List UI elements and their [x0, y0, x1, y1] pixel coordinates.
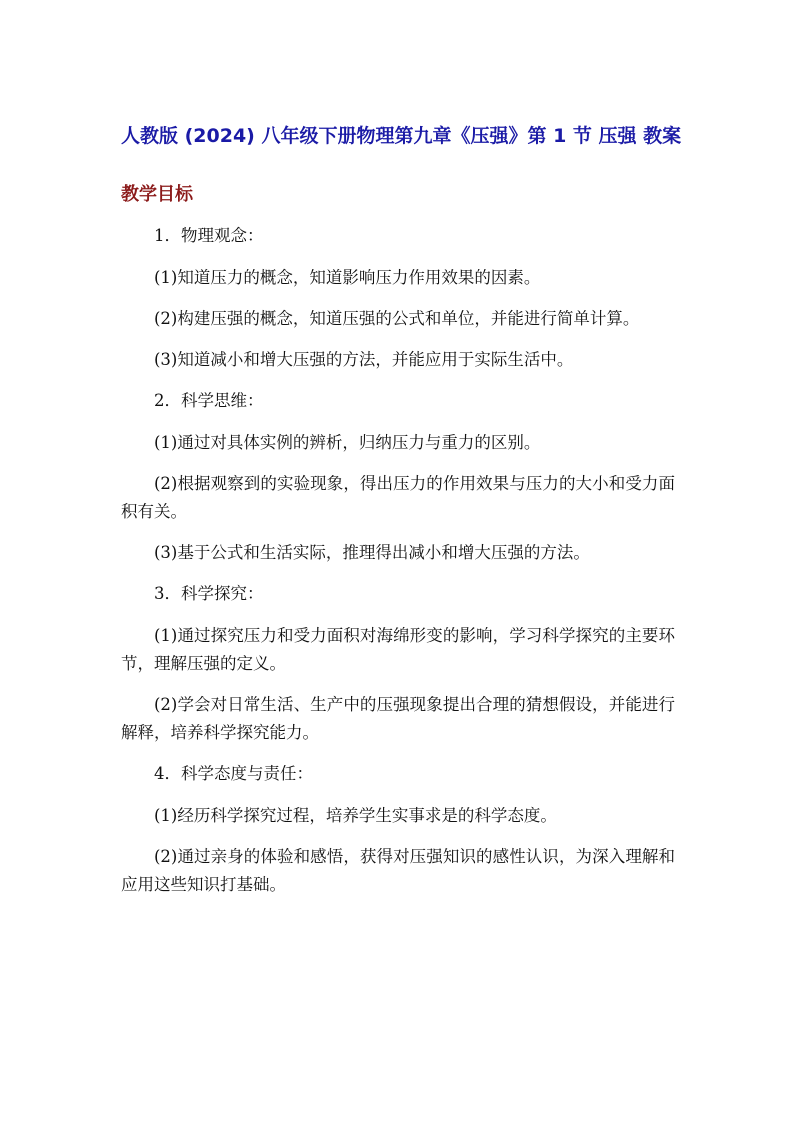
goal-category-attitude-responsibility: 4．科学态度与责任：: [154, 764, 313, 783]
document-title: 人教版 (2024) 八年级下册物理第九章《压强》第 1 节 压强 教案: [121, 125, 682, 147]
goal-item: (1)知道压力的概念，知道影响压力作用效果的因素。: [154, 268, 541, 287]
goal-category-physics-concept: 1．物理观念：: [154, 226, 264, 245]
goal-category-scientific-thinking: 2．科学思维：: [154, 391, 264, 410]
document-body: [121, 222, 675, 912]
goal-item: (1)通过探究压力和受力面积对海绵形变的影响，学习科学探究的主要环节，理解压强的定义。: [121, 626, 675, 673]
goal-item: (1)经历科学探究过程，培养学生实事求是的科学态度。: [154, 806, 557, 825]
goal-category-scientific-inquiry: 3．科学探究：: [154, 584, 264, 603]
goal-item: (1)通过对具体实例的辨析，归纳压力与重力的区别。: [154, 433, 541, 452]
goal-item: (3)基于公式和生活实际，推理得出减小和增大压强的方法。: [154, 543, 590, 562]
goal-item: (3)知道减小和增大压强的方法，并能应用于实际生活中。: [154, 350, 574, 369]
goal-item: (2)根据观察到的实验现象，得出压力的作用效果与压力的大小和受力面积有关。: [121, 474, 675, 521]
section-heading-teaching-goals: 教学目标: [121, 184, 193, 205]
goal-item: (2)构建压强的概念，知道压强的公式和单位，并能进行简单计算。: [154, 309, 640, 328]
goal-item: (2)学会对日常生活、生产中的压强现象提出合理的猜想假设，并能进行解释，培养科学探究能力。: [121, 695, 675, 742]
goal-item: (2)通过亲身的体验和感悟，获得对压强知识的感性认识，为深入理解和应用这些知识打基础。: [121, 847, 675, 894]
